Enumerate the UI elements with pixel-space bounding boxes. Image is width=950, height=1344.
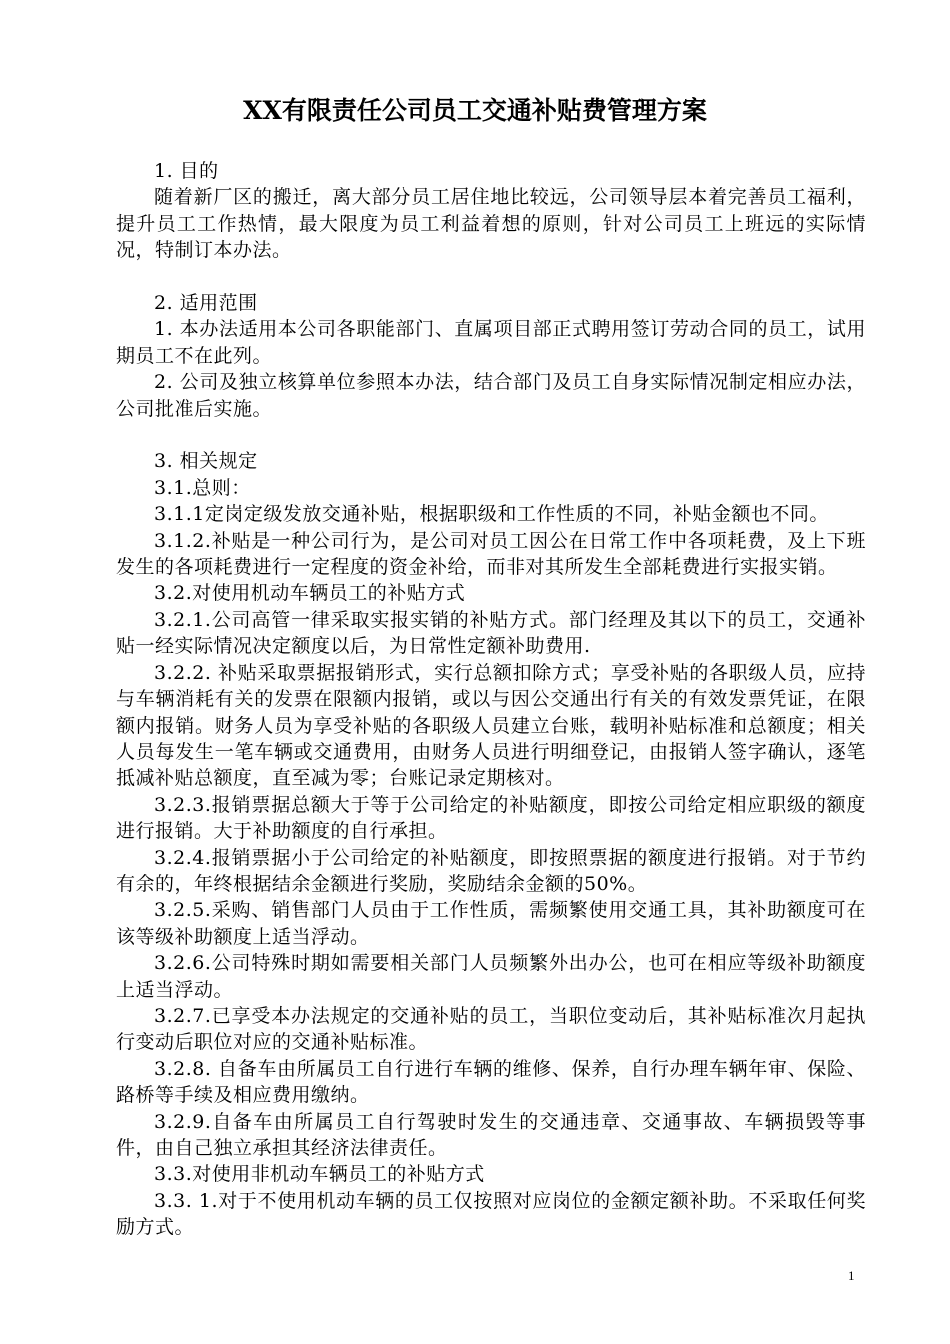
rule-3-2-3: 3.2.3.报销票据总额大于等于公司给定的补贴额度，即按公司给定相应职级的额度进行报销。大于补助额度的自行承担。 xyxy=(116,793,866,843)
rule-3-1-2: 3.1.2.补贴是一种公司行为，是公司对员工因公在日常工作中各项耗费，及上下班发生的各项耗费进行一定程度的资金补给，而非对其所发生全部耗费进行实报实销。 xyxy=(116,529,866,579)
rule-3-2-5: 3.2.5.采购、销售部门人员由于工作性质，需频繁使用交通工具，其补助额度可在该等级补助额度上适当浮动。 xyxy=(116,899,866,948)
paragraph-gap xyxy=(116,422,866,448)
rule-3-2-8: 3.2.8. 自备车由所属员工自行进行车辆的维修、保养，自行办理车辆年审、保险、路桥等手续及相应费用缴纳。 xyxy=(116,1057,866,1107)
section-purpose-text: 随着新厂区的搬迁，离大部分员工居住地比较远，公司领导层本着完善员工福利，提升员工工作热情，最大限度为员工利益着想的原则，针对公司员工上班远的实际情况，特制订本办法。 xyxy=(116,186,866,262)
section-scope-heading: 2. 适用范围 xyxy=(154,292,258,315)
paragraph-gap xyxy=(116,264,866,290)
rule-3-2-7: 3.2.7.已享受本办法规定的交通补贴的员工，当职位变动后，其补贴标准次月起执行变动后职位对应的交通补贴标准。 xyxy=(116,1004,866,1054)
document-title: XX有限责任公司员工交通补贴费管理方案 xyxy=(243,96,707,125)
rule-3-2-4: 3.2.4.报销票据小于公司给定的补贴额度，即按照票据的额度进行报销。对于节约有余的，年终根据结余金额进行奖励，奖励结余金额的50%。 xyxy=(116,846,866,895)
rule-3-2-6: 3.2.6.公司特殊时期如需要相关部门人员频繁外出办公，也可在相应等级补助额度上适当浮动。 xyxy=(116,952,866,1001)
document-body xyxy=(116,158,866,1241)
page-number: 1 xyxy=(848,1268,855,1283)
section-purpose-heading: 1. 目的 xyxy=(154,160,219,182)
rule-3-2-2: 3.2.2. 补贴采取票据报销形式，实行总额扣除方式；享受补贴的各职级人员，应持与车辆消耗有关的发票在限额内报销，或以与因公交通出行有关的有效发票凭证，在限额内报销。财务人员为享受补贴的各职级人员建立台账，载明补贴标准和总额度；相关人员每发生一笔车辆或交通费用，由财务人员进行明细登记，由报销人签字确认，逐笔抵减补贴总额度，直至减为零；台账记录定期核对。 xyxy=(116,661,866,790)
rules-motor-heading: 3.2.对使用机动车辆员工的补贴方式 xyxy=(154,582,466,605)
rules-nonmotor-heading: 3.3.对使用非机动车辆员工的补贴方式 xyxy=(154,1163,485,1186)
rules-general-heading: 3.1.总则： xyxy=(154,476,251,499)
rule-3-3-1: 3.3. 1.对于不使用机动车辆的员工仅按照对应岗位的金额定额补助。不采取任何奖励方式。 xyxy=(116,1189,866,1239)
scope-item-1: 1. 本办法适用本公司各职能部门、直属项目部正式聘用签订劳动合同的员工，试用期员工不在此列。 xyxy=(116,318,866,367)
rule-3-2-9: 3.2.9.自备车由所属员工自行驾驶时发生的交通违章、交通事故、车辆损毁等事件，由自己独立承担其经济法律责任。 xyxy=(116,1110,866,1159)
scope-item-2: 2. 公司及独立核算单位参照本办法，结合部门及员工自身实际情况制定相应办法，公司批准后实施。 xyxy=(116,371,866,420)
section-rules-heading: 3. 相关规定 xyxy=(154,450,258,473)
rule-3-2-1: 3.2.1.公司高管一律采取实报实销的补贴方式。部门经理及其以下的员工，交通补贴一经实际情况决定额度以后，为日常性定额补助费用. xyxy=(116,608,866,658)
rule-3-1-1: 3.1.1定岗定级发放交通补贴，根据职级和工作性质的不同，补贴金额也不同。 xyxy=(154,503,829,526)
